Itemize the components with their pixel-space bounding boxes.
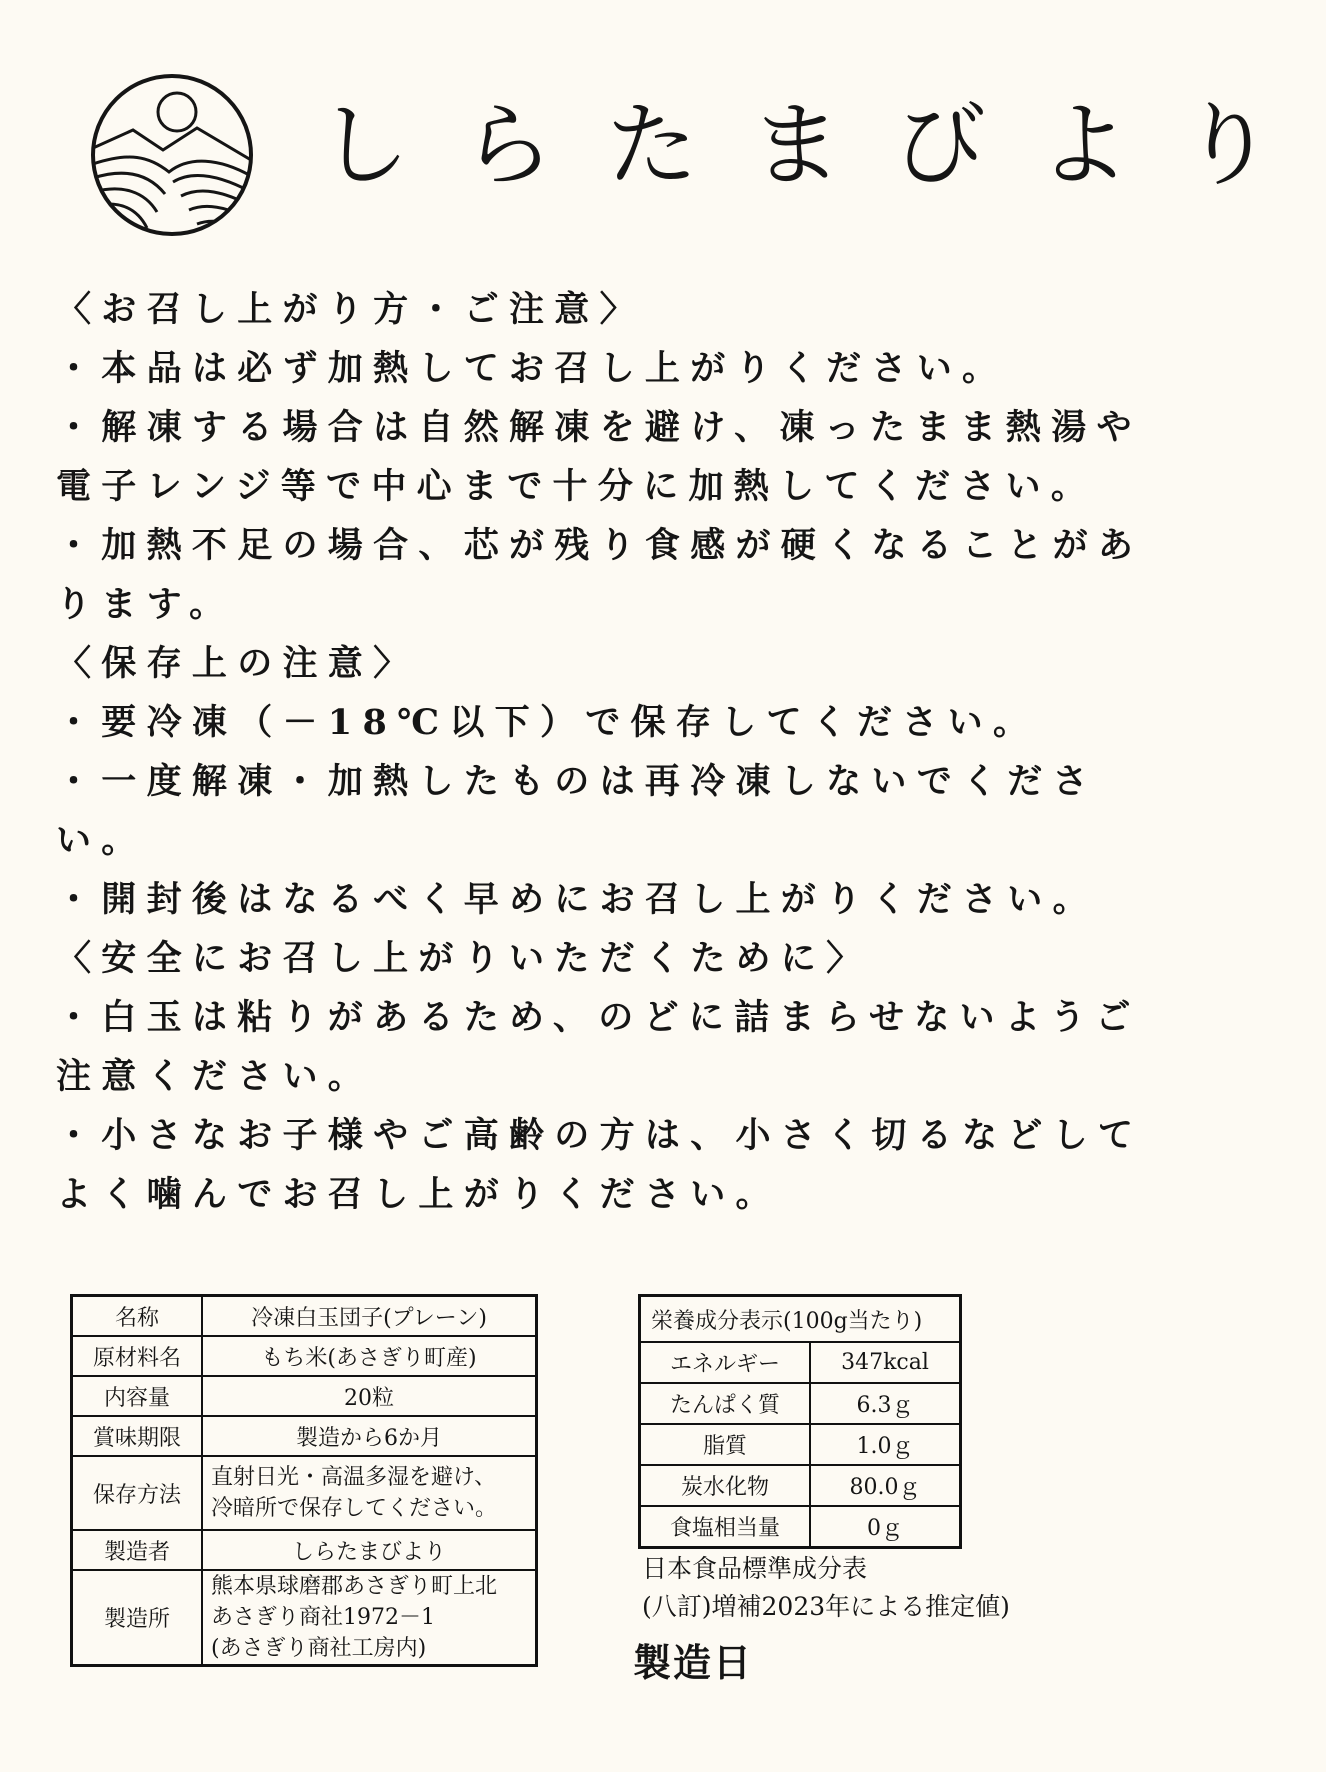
nutrition-table <box>638 1294 962 1549</box>
manufacture-date-label: 製造日 <box>633 1640 754 1685</box>
nutrition-label: 炭水化物 <box>640 1465 811 1506</box>
instruction-line: 〈安全にお召し上がりいただくために〉 <box>56 938 872 979</box>
brand-logo-icon <box>89 72 255 238</box>
info-label: 内容量 <box>72 1376 203 1416</box>
instruction-line: ・本品は必ず加熱してお召し上がりください。 <box>56 348 1008 389</box>
table-row <box>640 1465 961 1506</box>
info-label: 保存方法 <box>72 1456 203 1530</box>
info-value <box>202 1456 537 1530</box>
instruction-line: 〈保存上の注意〉 <box>56 643 419 684</box>
info-value-line: 熊本県球磨郡あさぎり町上北 <box>211 1574 498 1599</box>
instructions <box>56 280 1144 1224</box>
info-value <box>202 1570 537 1666</box>
table-row <box>72 1416 537 1456</box>
instruction-line: ・要冷凍（－18℃以下）で保存してください。 <box>56 702 1039 743</box>
nutrition-note <box>642 1550 1010 1626</box>
info-label: 賞味期限 <box>72 1416 203 1456</box>
table-row <box>72 1336 537 1376</box>
nutrition-value: 1.0ｇ <box>810 1424 961 1465</box>
info-value: 冷凍白玉団子(プレーン) <box>202 1296 537 1337</box>
table-row <box>72 1296 537 1337</box>
info-value: 20粒 <box>202 1376 537 1416</box>
table-row <box>640 1506 961 1548</box>
nutrition-label: エネルギー <box>640 1342 811 1383</box>
nutrition-value: 0ｇ <box>810 1506 961 1548</box>
info-value: 製造から6か月 <box>202 1416 537 1456</box>
instruction-line: ・加熱不足の場合、芯が残り食感が硬くなることがあ <box>56 525 1144 566</box>
info-value-line: あさぎり商社1972－1 <box>211 1605 435 1630</box>
instruction-line: ・小さなお子様やご高齢の方は、小さく切るなどして <box>56 1115 1144 1156</box>
info-value: しらたまびより <box>202 1530 537 1570</box>
nutrition-label: 脂質 <box>640 1424 811 1465</box>
info-label: 名称 <box>72 1296 203 1337</box>
instruction-line: ・一度解凍・加熱したものは再冷凍しないでくださ <box>56 761 1098 802</box>
instruction-line: 電子レンジ等で中心まで十分に加熱してください。 <box>56 466 1097 507</box>
info-label: 原材料名 <box>72 1336 203 1376</box>
info-value-line: 冷暗所で保存してください。 <box>211 1496 498 1521</box>
table-row <box>72 1456 537 1530</box>
instruction-line: 注意ください。 <box>56 1056 374 1097</box>
nutrition-value: 347kcal <box>810 1342 961 1383</box>
table-row <box>72 1570 537 1666</box>
info-value: もち米(あさぎり町産) <box>202 1336 537 1376</box>
instruction-line: ります。 <box>56 584 235 625</box>
nutrition-value: 6.3ｇ <box>810 1383 961 1424</box>
table-row <box>640 1342 961 1383</box>
nutrition-label: 食塩相当量 <box>640 1506 811 1548</box>
nutrition-value: 80.0ｇ <box>810 1465 961 1506</box>
nutrition-note-line: (八訂)増補2023年による推定値) <box>642 1592 1010 1621</box>
brand-name: しらたまびより <box>318 92 1326 199</box>
table-row <box>640 1383 961 1424</box>
info-value-line: (あさぎり商社工房内) <box>211 1636 427 1661</box>
instruction-line: よく噛んでお召し上がりください。 <box>56 1174 781 1215</box>
table-row <box>640 1296 961 1343</box>
instruction-line: い。 <box>56 820 147 861</box>
info-label: 製造所 <box>72 1570 203 1666</box>
info-value-line: 直射日光・高温多湿を避け、 <box>211 1465 497 1490</box>
info-label: 製造者 <box>72 1530 203 1570</box>
table-row <box>640 1424 961 1465</box>
instruction-line: 〈お召し上がり方・ご注意〉 <box>56 289 645 330</box>
instruction-line: ・解凍する場合は自然解凍を避け、凍ったまま熱湯や <box>56 407 1142 448</box>
nutrition-title: 栄養成分表示(100g当たり) <box>640 1296 961 1343</box>
nutrition-label: たんぱく質 <box>640 1383 811 1424</box>
nutrition-note-line: 日本食品標準成分表 <box>642 1554 868 1583</box>
instruction-line: ・白玉は粘りがあるため、のどに詰まらせないようご <box>56 997 1141 1038</box>
table-row <box>72 1530 537 1570</box>
product-info-table <box>70 1294 538 1667</box>
table-row <box>72 1376 537 1416</box>
instruction-line: ・開封後はなるべく早めにお召し上がりください。 <box>56 879 1098 920</box>
